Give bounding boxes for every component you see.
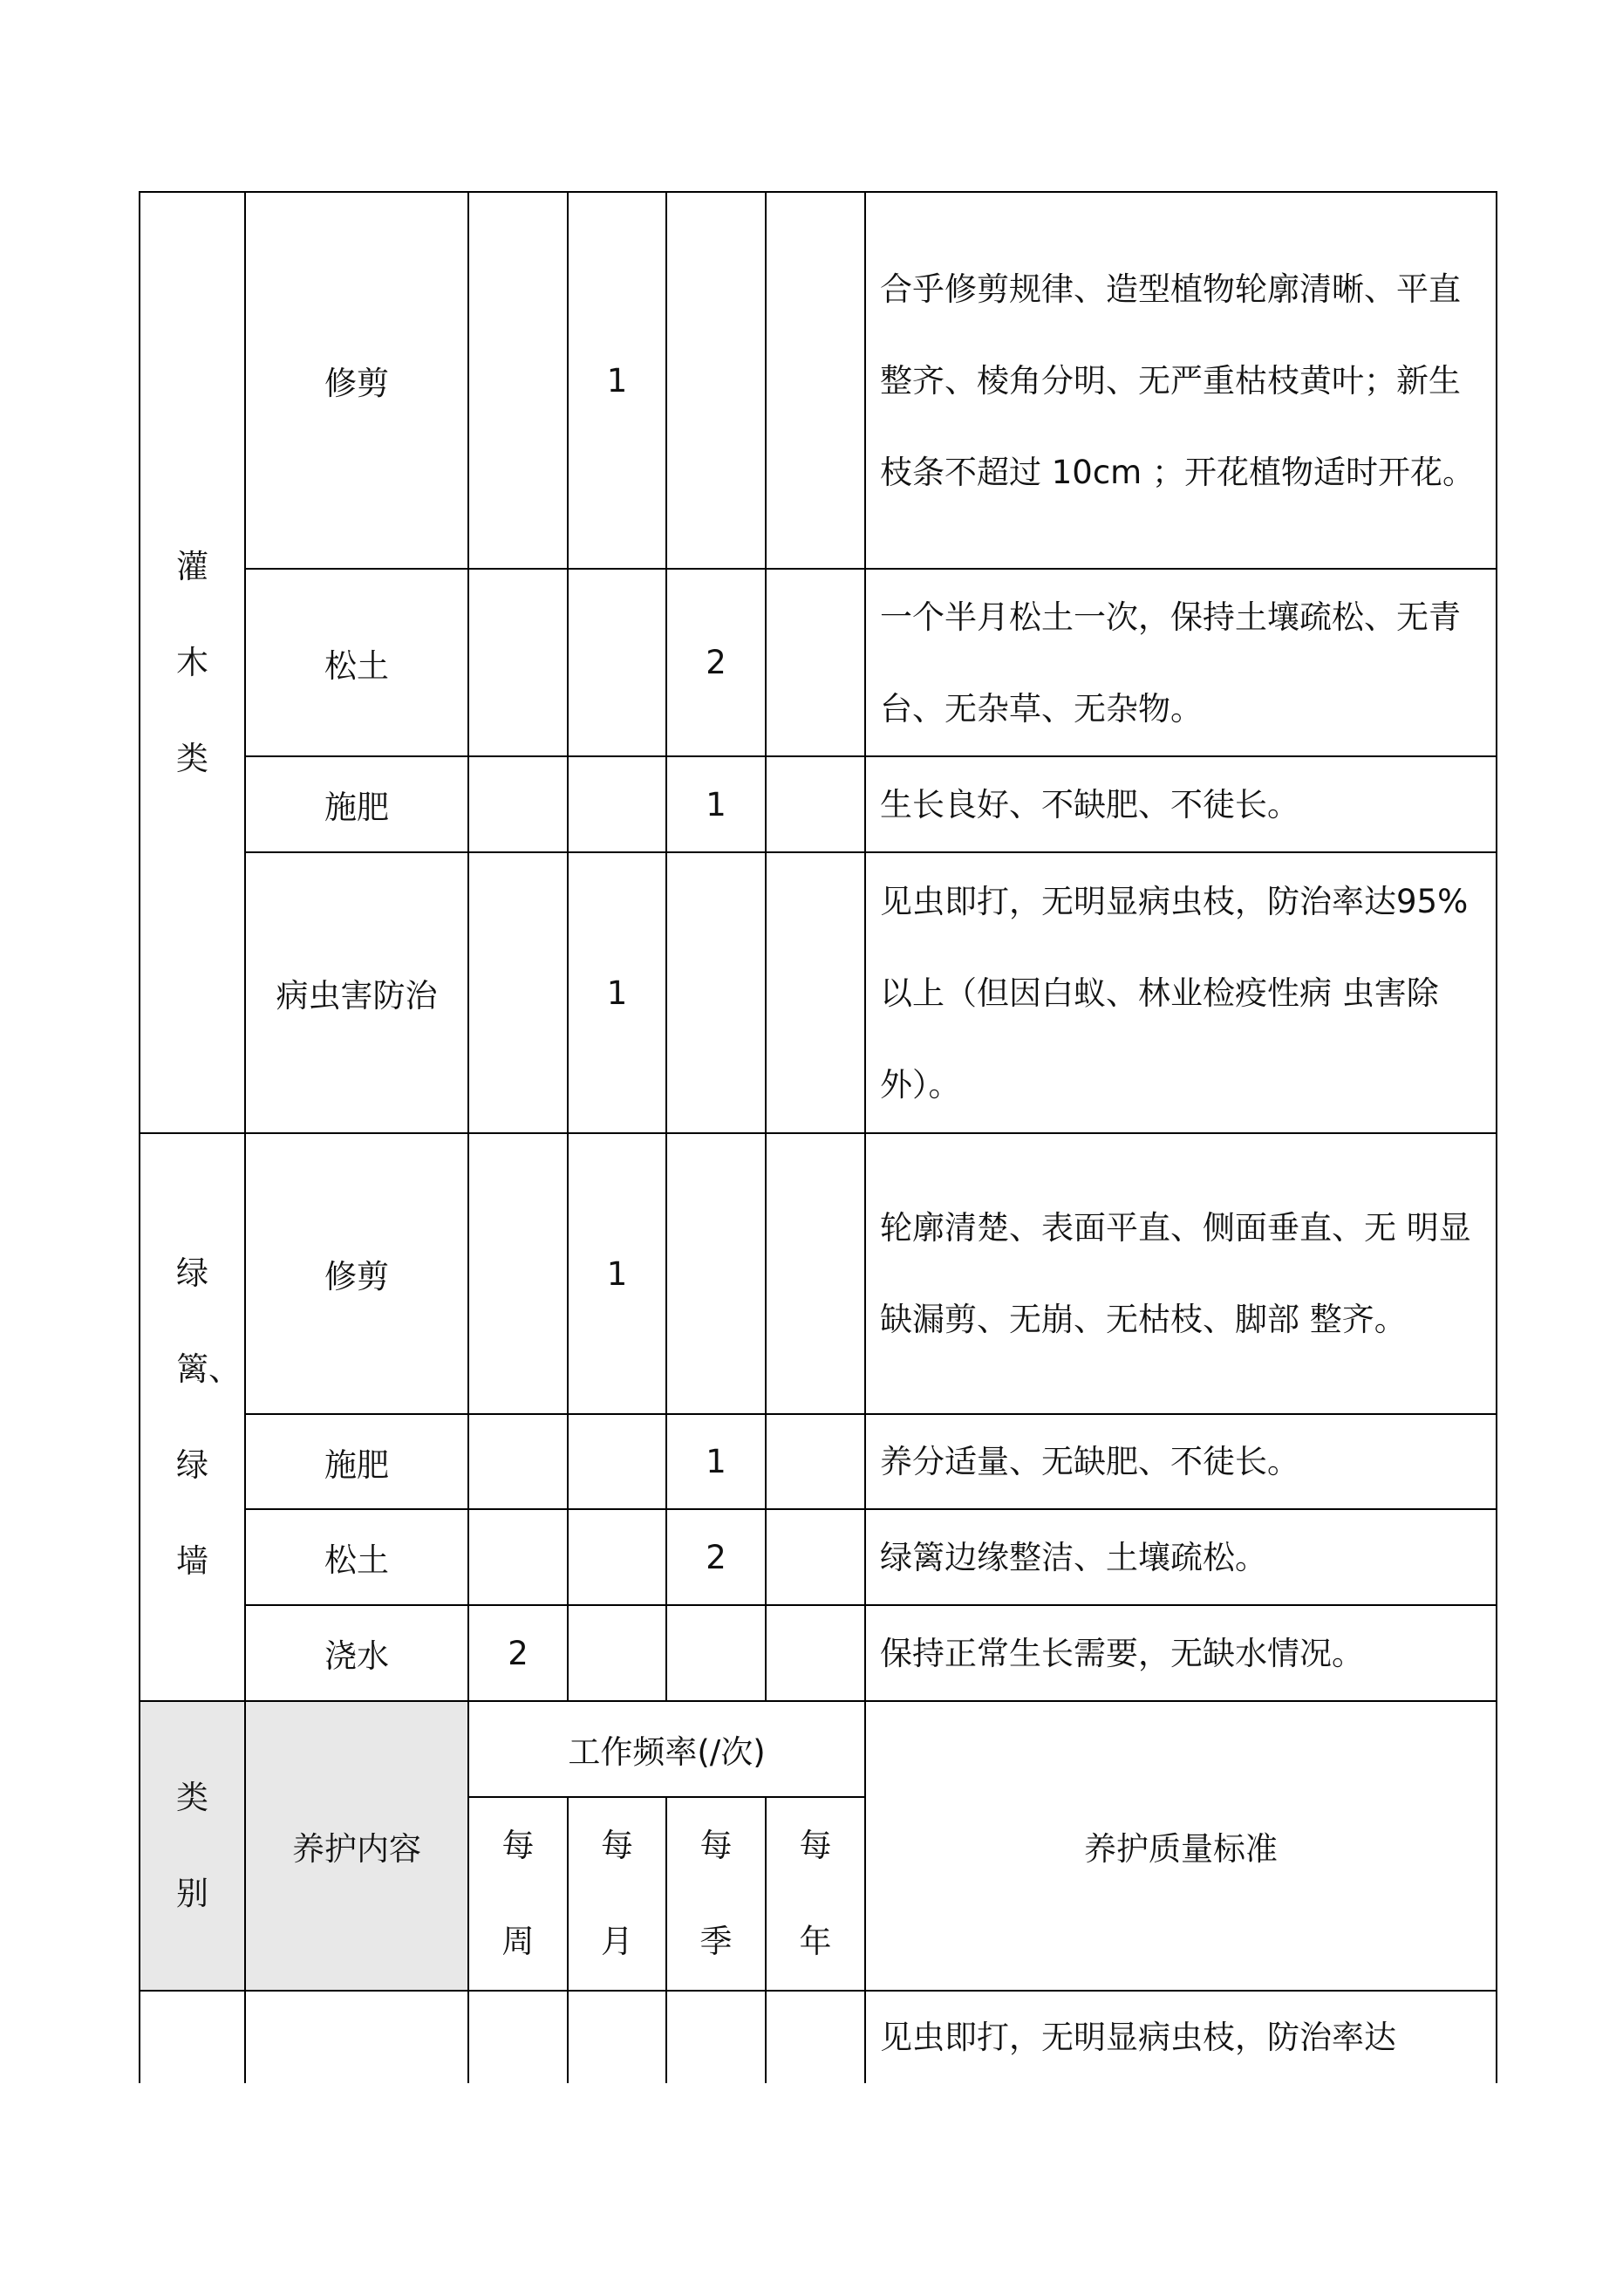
header-quarterly: 每季 [666,1797,766,1991]
table-row [140,1991,1497,2083]
table-row [140,569,1497,756]
monthly-cell [568,756,666,852]
quarterly-cell: 2 [666,569,766,756]
yearly-cell [766,1133,865,1414]
weekly-cell [468,1414,568,1509]
quarterly-cell [666,1605,766,1701]
content-cell [245,1991,468,2083]
content-cell: 浇水 [245,1605,468,1701]
table-header-row [140,1701,1497,1797]
category-cell [140,192,245,1133]
category-label: 灌木类 [176,547,208,777]
monthly-cell: 1 [568,192,666,569]
monthly-cell [568,1605,666,1701]
table-row [140,1509,1497,1605]
table-row [140,192,1497,569]
content-cell: 施肥 [245,756,468,852]
quarterly-cell [666,1133,766,1414]
header-monthly: 每月 [568,1797,666,1991]
standard-cell: 合乎修剪规律、造型植物轮廓清晰、平直整齐、棱角分明、无严重枯枝黄叶；新生枝条不超过 10cm ；开花植物适时开花。 [865,192,1497,569]
standard-cell: 轮廓清楚、表面平直、侧面垂直、无 明显缺漏剪、无崩、无枯枝、脚部 整齐。 [865,1133,1497,1414]
content-cell: 修剪 [245,192,468,569]
header-content: 养护内容 [245,1701,468,1991]
weekly-cell [468,852,568,1133]
yearly-cell [766,852,865,1133]
weekly-cell [468,1991,568,2083]
yearly-cell [766,1509,865,1605]
standard-cell: 一个半月松土一次，保持土壤疏松、无青台、无杂草、无杂物。 [865,569,1497,756]
quarterly-cell: 1 [666,756,766,852]
weekly-cell [468,1133,568,1414]
header-weekly: 每周 [468,1797,568,1991]
category-cell [140,1133,245,1701]
standard-cell: 养分适量、无缺肥、不徒长。 [865,1414,1497,1509]
weekly-cell [468,1509,568,1605]
monthly-cell [568,569,666,756]
table-row [140,1414,1497,1509]
yearly-cell [766,756,865,852]
weekly-cell [468,569,568,756]
quarterly-cell [666,1991,766,2083]
yearly-cell [766,192,865,569]
content-cell: 修剪 [245,1133,468,1414]
quarterly-cell: 2 [666,1509,766,1605]
header-standard: 养护质量标准 [865,1701,1497,1991]
table-row [140,1605,1497,1701]
yearly-cell [766,569,865,756]
content-cell: 松土 [245,569,468,756]
monthly-cell: 1 [568,852,666,1133]
quarterly-cell [666,852,766,1133]
yearly-cell [766,1991,865,2083]
table-row [140,1133,1497,1414]
monthly-cell [568,1991,666,2083]
yearly-cell [766,1414,865,1509]
yearly-cell [766,1605,865,1701]
weekly-cell [468,756,568,852]
header-frequency: 工作频率(∕次) [468,1701,865,1797]
header-yearly: 每年 [766,1797,865,1991]
content-cell: 松土 [245,1509,468,1605]
quarterly-cell [666,192,766,569]
quarterly-cell: 1 [666,1414,766,1509]
monthly-cell [568,1414,666,1509]
standard-cell: 见虫即打，无明显病虫枝，防治率达95%以上（但因白蚁、林业检疫性病 虫害除外）。 [865,852,1497,1133]
monthly-cell [568,1509,666,1605]
weekly-cell [468,192,568,569]
category-cell [140,1991,245,2083]
standard-cell: 见虫即打，无明显病虫枝，防治率达 [865,1991,1497,2083]
content-cell: 施肥 [245,1414,468,1509]
standard-cell: 绿篱边缘整洁、土壤疏松。 [865,1509,1497,1605]
content-cell: 病虫害防治 [245,852,468,1133]
maintenance-standards-table [139,191,1497,2083]
monthly-cell: 1 [568,1133,666,1414]
category-label: 绿篱、绿墙 [176,1254,241,1580]
standard-cell: 生长良好、不缺肥、不徒长。 [865,756,1497,852]
weekly-cell: 2 [468,1605,568,1701]
table-row [140,852,1497,1133]
header-category: 类别 [140,1701,245,1991]
table-row [140,756,1497,852]
standard-cell: 保持正常生长需要，无缺水情况。 [865,1605,1497,1701]
